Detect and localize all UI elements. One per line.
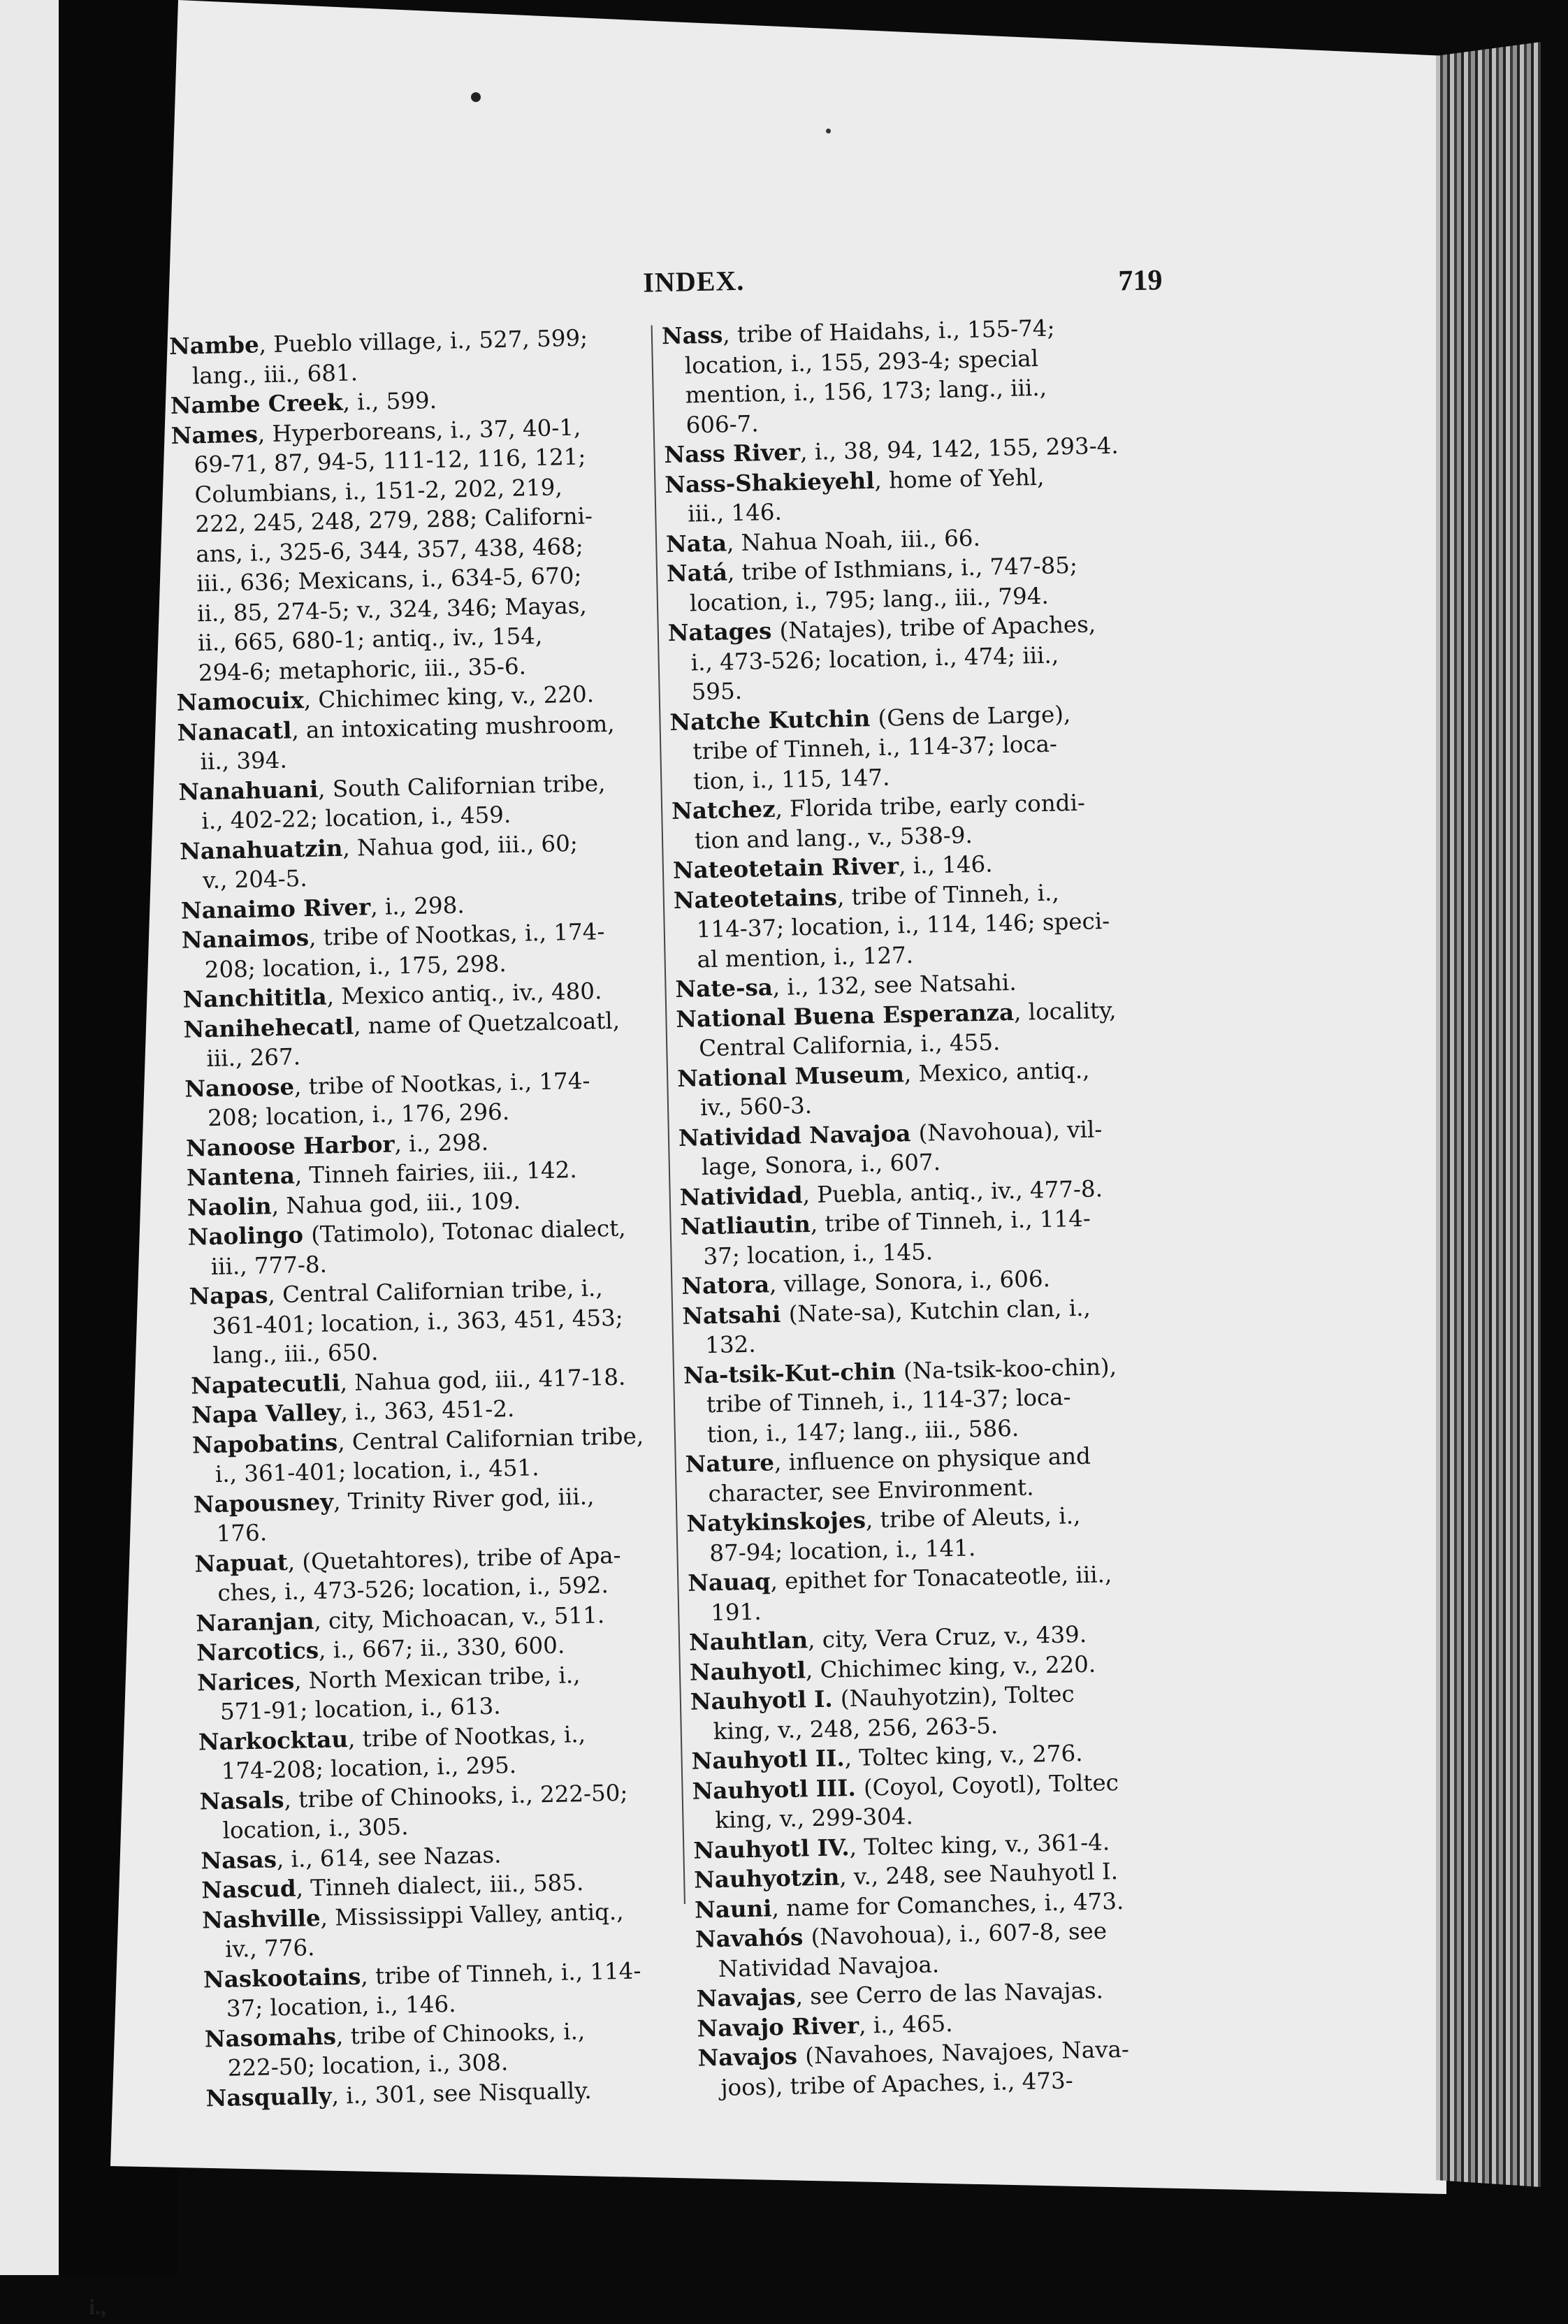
index-column-right	[662, 312, 1181, 2103]
index-line: location, i., 305.	[200, 1806, 676, 1846]
index-line: Natividad Navajoa (Navohoua), vil-	[678, 1113, 1161, 1153]
index-line: i., 402-22; location, i., 459.	[179, 797, 655, 837]
index-line: 174-208; location, i., 295.	[198, 1747, 674, 1787]
index-line: Nanihehecatl, name of Quetzalcoatl,	[183, 1005, 659, 1045]
index-line: Nass River, i., 38, 94, 142, 155, 293-4.	[664, 430, 1147, 470]
index-line: Nata, Nahua Noah, iii., 66.	[666, 519, 1149, 559]
index-line: 208; location, i., 176, 296.	[185, 1094, 661, 1133]
index-line: Nanchititla, Mexico antiq., iv., 480.	[182, 975, 658, 1015]
index-line: Nanahuatzin, Nahua god, iii., 60;	[180, 827, 655, 866]
index-line: lang., iii., 681.	[170, 351, 646, 391]
index-line: Nate-sa, i., 132, see Natsahi.	[675, 965, 1158, 1005]
index-line: mention, i., 156, 173; lang., iii.,	[662, 371, 1145, 411]
index-line: 208; location, i., 175, 298.	[182, 945, 658, 985]
index-line: Nauhyotl II., Toltec king, v., 276.	[691, 1736, 1174, 1776]
index-line: Nanoose, tribe of Nootkas, i., 174-	[184, 1064, 660, 1104]
index-line: Naranjan, city, Michoacan, v., 511.	[196, 1599, 672, 1639]
index-line: Nasomahs, tribe of Chinooks, i.,	[204, 2014, 680, 2054]
index-line: Natsahi (Nate-sa), Kutchin clan, i.,	[682, 1291, 1165, 1331]
index-line: Natliautin, tribe of Tinneh, i., 114-	[680, 1202, 1163, 1242]
index-line: Nass, tribe of Haidahs, i., 155-74;	[662, 312, 1145, 351]
index-line: 87-94; location, i., 141.	[687, 1529, 1170, 1569]
index-line: Nambe Creek, i., 599.	[170, 382, 646, 421]
index-line: Nantena, Tinneh fairies, iii., 142.	[187, 1153, 662, 1193]
index-line: Na-tsik-Kut-chin (Na-tsik-koo-chin),	[683, 1351, 1166, 1390]
index-line: Natá, tribe of Isthmians, i., 747-85;	[667, 549, 1149, 589]
index-line: Napobatins, Central Californian tribe,	[192, 1421, 668, 1460]
index-line: location, i., 795; lang., iii., 794.	[667, 579, 1150, 618]
index-line: Namocuix, Chichimec king, v., 220.	[176, 678, 652, 718]
index-line: i., 361-401; location, i., 451.	[192, 1450, 668, 1490]
index-line: Nauni, name for Comanches, i., 473.	[695, 1885, 1177, 1925]
index-content	[168, 255, 1216, 1953]
index-line: Narices, North Mexican tribe, i.,	[197, 1658, 673, 1698]
index-line: Nascud, Tinneh dialect, iii., 585.	[201, 1866, 677, 1905]
index-line: Nanacatl, an intoxicating mushroom,	[177, 708, 653, 748]
index-line: lage, Sonora, i., 607.	[678, 1143, 1161, 1183]
index-line: Napas, Central Californian tribe, i.,	[189, 1272, 665, 1312]
index-line: Nateotetain River, i., 146.	[673, 846, 1156, 886]
index-line: iv., 560-3.	[678, 1084, 1161, 1124]
index-line: Narkocktau, tribe of Nootkas, i.,	[198, 1717, 674, 1757]
index-line: 606-7.	[663, 400, 1146, 440]
index-line: Nateotetains, tribe of Tinneh, i.,	[673, 876, 1156, 915]
index-line: character, see Environment.	[685, 1469, 1168, 1509]
index-line: tribe of Tinneh, i., 114-37; loca-	[684, 1380, 1167, 1420]
index-line: Nambe, Pueblo village, i., 527, 599;	[169, 322, 645, 362]
index-line: Natykinskojes, tribe of Aleuts, i.,	[686, 1499, 1169, 1539]
index-line: Natche Kutchin (Gens de Large),	[669, 697, 1152, 737]
index-line: location, i., 155, 293-4; special	[662, 341, 1145, 381]
index-line: 176.	[194, 1509, 669, 1549]
index-line: 69-71, 87, 94-5, 111-12, 116, 121;	[171, 441, 647, 481]
index-line: Naskootains, tribe of Tinneh, i., 114-	[203, 1955, 679, 1995]
index-line: iii., 777-8.	[188, 1242, 664, 1282]
index-line: Nasas, i., 614, see Nazas.	[201, 1836, 676, 1876]
index-line: tion, i., 147; lang., iii., 586.	[684, 1410, 1167, 1450]
index-line: ii., 665, 680-1; antiq., iv., 154,	[175, 619, 651, 659]
index-line: 37; location, i., 145.	[681, 1232, 1163, 1272]
index-line: 222, 245, 248, 279, 288; Californi-	[173, 500, 648, 540]
index-line: Nanahuani, South Californian tribe,	[178, 767, 654, 807]
index-line: Nanaimo River, i., 298.	[181, 886, 657, 926]
index-line: 37; location, i., 146.	[204, 1984, 680, 2024]
index-line: Napuat, (Quetahtores), tribe of Apa-	[194, 1539, 670, 1579]
index-line: Natora, village, Sonora, i., 606.	[681, 1261, 1164, 1301]
index-line: 595.	[669, 668, 1152, 708]
index-line: Naolin, Nahua god, iii., 109.	[187, 1183, 662, 1223]
index-line: Nauhyotl IV., Toltec king, v., 361-4.	[693, 1826, 1176, 1866]
index-line: Natages (Natajes), tribe of Apaches,	[667, 609, 1150, 648]
index-line: Navajos (Navahoes, Navajoes, Nava-	[697, 2033, 1180, 2073]
index-line: Nass-Shakieyehl, home of Yehl,	[665, 460, 1147, 500]
index-line: National Buena Esperanza, locality,	[676, 994, 1159, 1034]
index-line: 361-401; location, i., 363, 451, 453;	[189, 1302, 665, 1342]
index-line: 294-6; metaphoric, iii., 35-6.	[175, 648, 651, 688]
facing-page-fragment: i.,	[0, 2290, 112, 2324]
index-line: ches, i., 473-526; location, i., 592.	[195, 1569, 671, 1608]
index-line: Napatecutli, Nahua god, iii., 417-18.	[191, 1361, 667, 1401]
index-line: 222-50; location, i., 308.	[205, 2044, 681, 2084]
index-line: Napousney, Trinity River god, iii.,	[193, 1480, 669, 1520]
index-line: tion, i., 115, 147.	[671, 757, 1154, 797]
index-line: Nanoose Harbor, i., 298.	[186, 1124, 662, 1163]
ink-dot	[826, 129, 831, 133]
page-title: INDEX.	[643, 264, 745, 299]
index-line: Nasqually, i., 301, see Nisqually.	[205, 2074, 681, 2114]
index-line: Navajas, see Cerro de las Navajas.	[696, 1974, 1179, 2014]
index-line: Natividad Navajoa.	[695, 1945, 1178, 1984]
index-line: Nauaq, epithet for Tonacateotle, iii.,	[688, 1558, 1170, 1598]
index-line: lang., iii., 650.	[190, 1331, 666, 1371]
index-line: i., 473-526; location, i., 474; iii.,	[668, 638, 1151, 678]
index-line: tribe of Tinneh, i., 114-37; loca-	[670, 727, 1153, 767]
index-line: tion and lang., v., 538-9.	[672, 816, 1155, 856]
index-line: Nature, influence on physique and	[685, 1439, 1168, 1479]
index-line: Nashville, Mississippi Valley, antiq.,	[202, 1896, 678, 1936]
index-line: Navajo River, i., 465.	[697, 2004, 1179, 2044]
index-line: Nauhyotl, Chichimec king, v., 220.	[690, 1648, 1173, 1687]
index-line: Central California, i., 455.	[676, 1024, 1159, 1064]
index-line: iii., 267.	[184, 1035, 660, 1075]
index-line: v., 204-5.	[180, 857, 656, 896]
index-line: iii., 146.	[665, 490, 1148, 530]
index-line: Natividad, Puebla, antiq., iv., 477-8.	[679, 1172, 1162, 1212]
index-line: National Museum, Mexico, antiq.,	[677, 1054, 1160, 1094]
index-line: Nauhyotl I. (Nauhyotzin), Toltec	[690, 1677, 1173, 1717]
index-line: 114-37; location, i., 114, 146; speci-	[674, 906, 1156, 945]
index-line: Navahós (Navohoua), i., 607-8, see	[695, 1915, 1178, 1954]
index-line: Nanaimos, tribe of Nootkas, i., 174-	[181, 916, 657, 956]
index-line: 191.	[688, 1588, 1171, 1628]
index-line: king, v., 299-304.	[692, 1796, 1175, 1836]
index-line: Names, Hyperboreans, i., 37, 40-1,	[170, 411, 646, 451]
index-line: al mention, i., 127.	[674, 935, 1157, 975]
index-line: ii., 85, 274-5; v., 324, 346; Mayas,	[175, 589, 651, 629]
index-line: 132.	[683, 1321, 1166, 1360]
page-edges	[1436, 42, 1541, 2187]
index-line: Nauhtlan, city, Vera Cruz, v., 439.	[689, 1618, 1172, 1657]
index-line: 571-91; location, i., 613.	[198, 1687, 674, 1727]
index-line: Nasals, tribe of Chinooks, i., 222-50;	[199, 1777, 675, 1817]
index-line: Columbians, i., 151-2, 202, 219,	[172, 470, 648, 510]
index-line: Napa Valley, i., 363, 451-2.	[191, 1390, 667, 1430]
index-line: joos), tribe of Apaches, i., 473-	[698, 2063, 1181, 2103]
index-line: iv., 776.	[203, 1925, 678, 1965]
index-line: king, v., 248, 256, 263-5.	[690, 1707, 1173, 1747]
index-line: Natchez, Florida tribe, early condi-	[672, 787, 1154, 827]
index-column-left	[169, 322, 681, 2114]
index-line: Naolingo (Tatimolo), Totonac dialect,	[187, 1212, 663, 1252]
page-number: 719	[1118, 263, 1163, 298]
index-line: Narcotics, i., 667; ii., 330, 600.	[196, 1628, 672, 1668]
index-line: Nauhyotzin, v., 248, see Nauhyotl I.	[694, 1855, 1177, 1895]
index-line: ans, i., 325-6, 344, 357, 438, 468;	[173, 530, 649, 569]
index-line: Nauhyotl III. (Coyol, Coyotl), Toltec	[692, 1766, 1175, 1806]
index-line: ii., 394.	[177, 738, 653, 778]
index-line: iii., 636; Mexicans, i., 634-5, 670;	[174, 560, 650, 600]
